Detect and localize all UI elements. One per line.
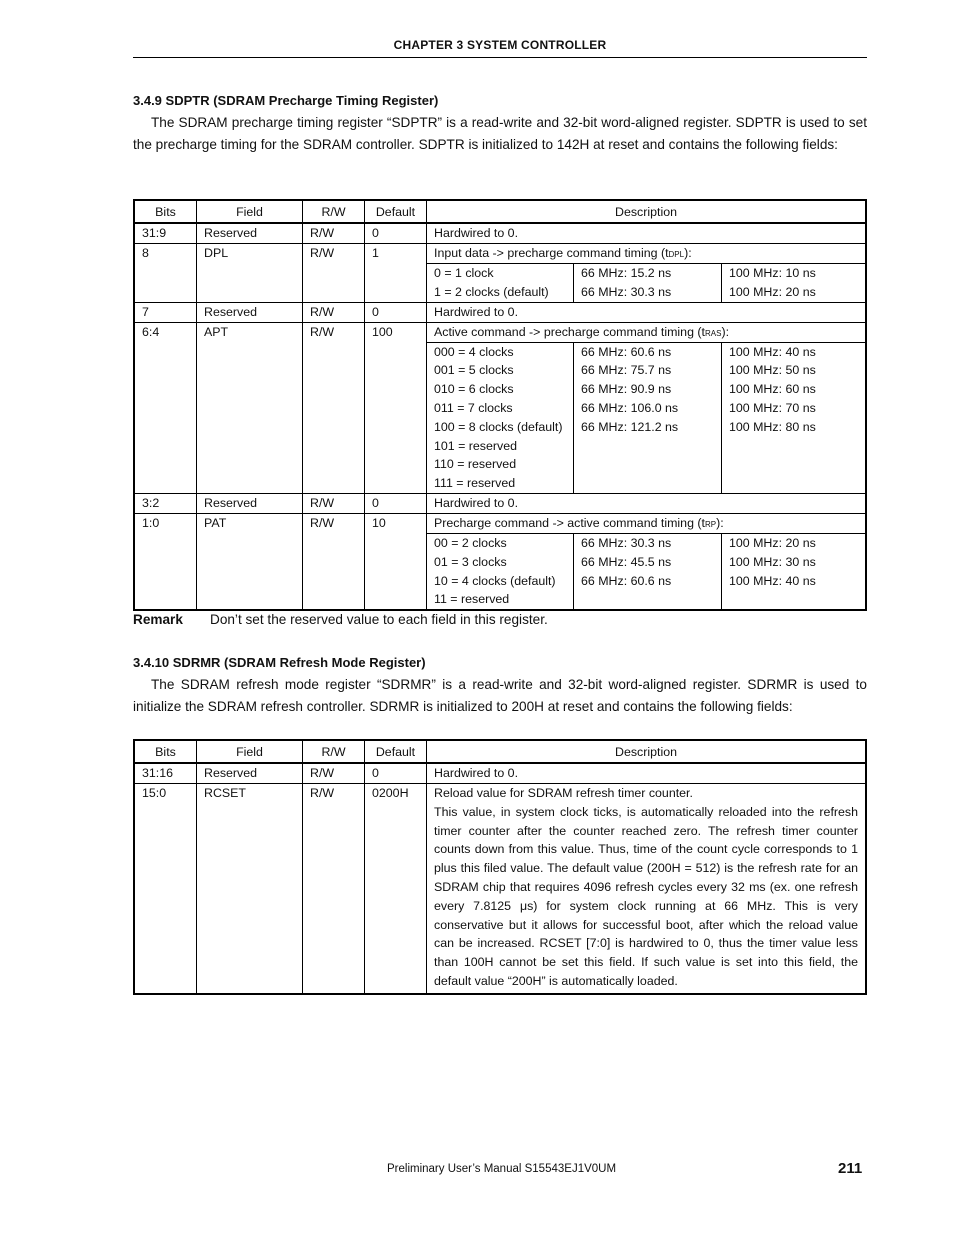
description-cell: Hardwired to 0.: [427, 302, 867, 322]
description-cell: Hardwired to 0.: [427, 493, 867, 513]
sdrmr-table: [133, 739, 867, 995]
col-rw: R/W: [303, 740, 365, 763]
rw-cell: R/W: [303, 493, 365, 513]
field-cell: Reserved: [197, 302, 303, 322]
sdptr-intro: The SDRAM precharge timing register “SDPTR” is a read-write and 32-bit word-aligned register. SDPTR is used to set the precharge timing for the SDRAM controller. SDPTR is initialized to 142H at reset and contains the following fields:: [133, 115, 867, 152]
description-cell: Hardwired to 0.: [427, 763, 867, 784]
sdrmr-intro: The SDRAM refresh mode register “SDRMR” is a read-write and 32-bit word-aligned register. SDRMR is used to initialize the SDRAM refresh controller. SDRMR is initialized to 200H at reset and contains the following fields:: [133, 677, 867, 714]
default-cell: 0200H: [365, 784, 427, 994]
rw-cell: R/W: [303, 322, 365, 493]
table-row: [134, 493, 866, 513]
rw-cell: R/W: [303, 223, 365, 244]
timing-100mhz: 100 MHz: 20 ns 100 MHz: 30 ns 100 MHz: 40 ns: [722, 534, 866, 609]
remark-label: Remark: [133, 612, 183, 627]
col-default: Default: [365, 740, 427, 763]
rw-cell: R/W: [303, 513, 365, 610]
col-field: Field: [197, 200, 303, 223]
rw-cell: R/W: [303, 763, 365, 784]
section-title-sdptr: 3.4.9 SDPTR (SDRAM Precharge Timing Register): [133, 93, 439, 108]
timing-description: Precharge command -> active command timing (tRP):: [427, 514, 865, 534]
timing-100mhz: 100 MHz: 40 ns 100 MHz: 50 ns 100 MHz: 60 ns 100 MHz: 70 ns 100 MHz: 80 ns: [722, 343, 866, 493]
description-cell: [427, 513, 867, 610]
col-bits: Bits: [134, 740, 197, 763]
remark: [133, 612, 548, 627]
table-header-row: [134, 200, 866, 223]
field-cell: Reserved: [197, 763, 303, 784]
field-cell: Reserved: [197, 493, 303, 513]
bits-cell: 6:4: [134, 322, 197, 493]
bits-cell: 15:0: [134, 784, 197, 994]
rcset-summary: Reload value for SDRAM refresh timer counter.: [434, 786, 693, 800]
field-cell: DPL: [197, 244, 303, 303]
col-default: Default: [365, 200, 427, 223]
rw-cell: R/W: [303, 302, 365, 322]
table-header-row: [134, 740, 866, 763]
bits-cell: 31:9: [134, 223, 197, 244]
table-row: [134, 223, 866, 244]
description-cell: [427, 322, 867, 493]
clock-options: 0 = 1 clock 1 = 2 clocks (default): [434, 266, 549, 299]
default-cell: 0: [365, 493, 427, 513]
col-field: Field: [197, 740, 303, 763]
description-cell: [427, 244, 867, 303]
table-row: [134, 302, 866, 322]
clock-options: 000 = 4 clocks 001 = 5 clocks 010 = 6 clocks 011 = 7 clocks 100 = 8 clocks (default) 101 = reserved 110 = reserved 111 = reserved: [434, 344, 563, 491]
timing-66mhz: 66 MHz: 15.2 ns 66 MHz: 30.3 ns: [574, 264, 722, 302]
description-cell: [427, 784, 867, 994]
timing-description: Active command -> precharge command timing (tRAS):: [427, 323, 865, 343]
bits-cell: 3:2: [134, 493, 197, 513]
table-row: [134, 763, 866, 784]
default-cell: 0: [365, 763, 427, 784]
table-row: [134, 322, 866, 493]
table-row: [134, 784, 866, 994]
default-cell: 100: [365, 322, 427, 493]
col-description: Description: [427, 200, 867, 223]
bits-cell: 7: [134, 302, 197, 322]
rw-cell: R/W: [303, 784, 365, 994]
footer-manual-id: Preliminary User’s Manual S15543EJ1V0UM: [387, 1163, 617, 1175]
bits-cell: 31:16: [134, 763, 197, 784]
default-cell: 10: [365, 513, 427, 610]
table-row: [134, 513, 866, 610]
sdptr-table: [133, 199, 867, 611]
timing-subtable: [427, 343, 865, 493]
timing-66mhz: 66 MHz: 30.3 ns 66 MHz: 45.5 ns 66 MHz: 60.6 ns: [574, 534, 722, 609]
default-cell: 0: [365, 302, 427, 322]
bits-cell: 8: [134, 244, 197, 303]
header-rule: [133, 57, 867, 58]
default-cell: 0: [365, 223, 427, 244]
timing-subtable: [427, 264, 865, 302]
timing-66mhz: 66 MHz: 60.6 ns 66 MHz: 75.7 ns 66 MHz: 90.9 ns 66 MHz: 106.0 ns 66 MHz: 121.2 ns: [574, 343, 722, 493]
timing-subtable: [427, 534, 865, 609]
col-rw: R/W: [303, 200, 365, 223]
page-number: 211: [838, 1160, 863, 1177]
default-cell: 1: [365, 244, 427, 303]
section-title-sdrmr: 3.4.10 SDRMR (SDRAM Refresh Mode Register): [133, 655, 426, 670]
timing-description: Input data -> precharge command timing (tDPL):: [427, 244, 865, 264]
description-cell: Hardwired to 0.: [427, 223, 867, 244]
remark-text: Don’t set the reserved value to each field in this register.: [210, 612, 548, 627]
col-bits: Bits: [134, 200, 197, 223]
bits-cell: 1:0: [134, 513, 197, 610]
rcset-details: This value, in system clock ticks, is automatically reloaded into the refresh timer counter after the counter reached zero. The refresh timer counter counts down from this value. Thus, time of the count cycle corresponds to 1 plus this filed value. The default value (200H = 512) is the refresh rate for an SDRAM chip that requires 4096 refresh cycles every 32 ms (ex. one refresh every 7.8125 μs) for system clock running at 66 MHz. This is very conservative but it allows for successful boot, after which the reload value can be increased. RCSET [7:0] is hardwired to 0, thus the timer value less than 100H cannot be set this field. If such value is set into this field, the default value “200H” is automatically loaded.: [434, 804, 858, 988]
field-cell: Reserved: [197, 223, 303, 244]
rw-cell: R/W: [303, 244, 365, 303]
field-cell: PAT: [197, 513, 303, 610]
table-row: [134, 244, 866, 303]
timing-100mhz: 100 MHz: 10 ns 100 MHz: 20 ns: [722, 264, 866, 302]
field-cell: APT: [197, 322, 303, 493]
chapter-header: CHAPTER 3 SYSTEM CONTROLLER: [393, 38, 607, 52]
col-description: Description: [427, 740, 867, 763]
field-cell: RCSET: [197, 784, 303, 994]
clock-options: 00 = 2 clocks 01 = 3 clocks 10 = 4 clocks (default) 11 = reserved: [434, 535, 556, 607]
